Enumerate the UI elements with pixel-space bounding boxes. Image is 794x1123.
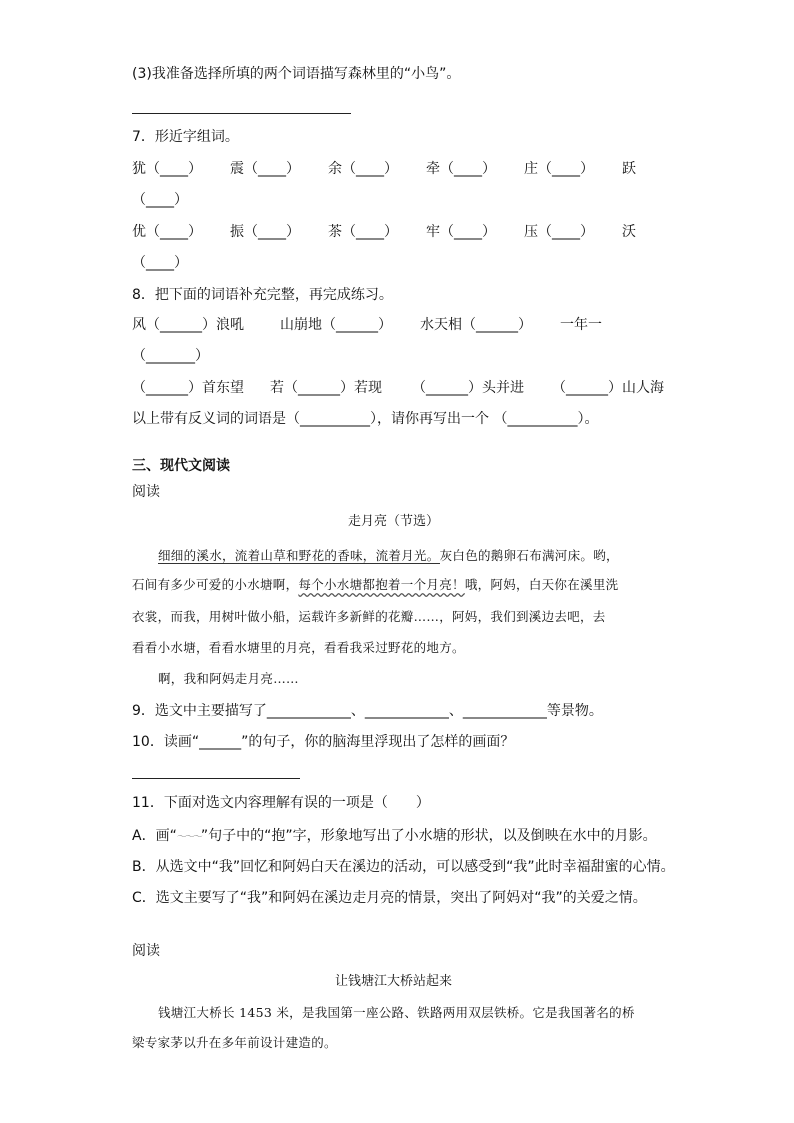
q7-item[interactable]: 震（____） — [230, 161, 300, 177]
q8-item[interactable]: 若（______）若现 — [270, 380, 382, 396]
passage1-line3: 衣裳，而我，用树叶做小船，运载许多新鲜的花瓣……，阿妈，我们到溪边去吧，去 — [132, 609, 606, 624]
q8-item[interactable]: 山崩地（______） — [280, 317, 392, 333]
q6-answer-line[interactable] — [132, 113, 351, 114]
q8-item[interactable]: （______）首东望 — [132, 380, 244, 396]
q8-item[interactable]: 水天相（______） — [420, 317, 532, 333]
q7-item[interactable]: 庄（____） — [524, 161, 594, 177]
q9-text[interactable]: 9．选文中主要描写了____________、____________、____________等景物。 — [132, 703, 603, 719]
q7-item[interactable]: 犹（____） — [132, 161, 202, 177]
section-heading: 三、现代文阅读 — [132, 458, 230, 474]
passage1-line2-a: 石间有多少可爱的小水塘啊， — [132, 577, 299, 592]
q11-option-a[interactable] — [132, 826, 657, 848]
q8-row2 — [132, 378, 672, 398]
q7-row1-wrap[interactable]: （____） — [132, 192, 188, 208]
q11-option-c[interactable]: C．选文主要写了“我”和阿妈在溪边走月亮的情景，突出了阿妈对“我”的关爱之情。 — [132, 890, 647, 906]
passage2-line2: 梁专家茅以升在多年前设计建造的。 — [132, 1035, 337, 1050]
q8-item: 一年一 — [560, 317, 602, 333]
option-a-prefix: A．画“ — [132, 828, 177, 844]
passage2-line1: 钱塘江大桥长 1453 米，是我国第一座公路、铁路两用双层铁桥。它是我国著名的桥 — [158, 1005, 635, 1020]
q8-item[interactable]: 风（______）浪吼 — [132, 317, 244, 333]
passage1-line2-b: 哦，阿妈，白天你在溪里洗 — [464, 577, 619, 592]
q7-item[interactable]: 优（____） — [132, 224, 202, 240]
passage1-title: 走月亮（节选） — [348, 514, 440, 529]
q7-row2 — [132, 222, 672, 242]
passage1-line2 — [132, 575, 618, 595]
q8-row1 — [132, 315, 672, 335]
q8-item[interactable]: （______）头并进 — [412, 380, 524, 396]
q8-row1-wrap[interactable]: （_______） — [132, 348, 209, 364]
q7-item[interactable]: 牢（____） — [426, 224, 496, 240]
wavy-mark-icon: ～～～ — [176, 832, 201, 843]
passage1-line5: 啊，我和阿妈走月亮…… — [158, 671, 299, 686]
q7-item[interactable]: 振（____） — [230, 224, 300, 240]
underlined-sentence: 细细的溪水，流着山草和野花的香味，流着月光。 — [158, 548, 440, 563]
q7-row1 — [132, 159, 672, 179]
q10-text: 10．读画“______”的句子，你的脑海里浮现出了怎样的画面？ — [132, 734, 515, 750]
q8-title: 8．把下面的词语补充完整，再完成练习。 — [132, 287, 393, 303]
q7-title: 7．形近字组词。 — [132, 129, 239, 145]
q7-row2-wrap[interactable]: （____） — [132, 255, 188, 271]
q10-answer-line[interactable] — [132, 778, 300, 779]
q11-option-b[interactable]: B．从选文中“我”回忆和阿妈白天在溪边的活动，可以感受到“我”此时幸福甜蜜的心情。 — [132, 859, 675, 875]
q7-item[interactable]: 余（____） — [328, 161, 398, 177]
passage1-line1 — [158, 546, 619, 566]
q7-item: 沃 — [622, 224, 636, 240]
passage2-title: 让钱塘江大桥站起来 — [335, 974, 453, 989]
passage1-line1-rest: 灰白色的鹅卵石布满河床。哟， — [439, 548, 619, 563]
q7-item: 跃 — [622, 161, 636, 177]
q7-item[interactable]: 牵（____） — [426, 161, 496, 177]
q8-antonym-question[interactable]: 以上带有反义词的词语是（__________），请你再写出一个 （__________）。 — [132, 411, 599, 427]
wavy-underlined-sentence: 每个小水塘都抱着一个月亮！ — [298, 577, 465, 592]
q11-title: 11．下面对选文内容理解有误的一项是（ ） — [132, 795, 430, 811]
q6-part3-text: (3)我准备选择所填的两个词语描写森林里的“小鸟”。 — [132, 66, 461, 82]
q8-item[interactable]: （______）山人海 — [552, 380, 664, 396]
passage1-line4: 看看小水塘，看看水塘里的月亮，看看我采过野花的地方。 — [132, 640, 465, 655]
q7-item[interactable]: 压（____） — [524, 224, 594, 240]
q7-item[interactable]: 茶（____） — [328, 224, 398, 240]
read-label-2: 阅读 — [132, 943, 160, 959]
option-a-text: ”句子中的“抱”字，形象地写出了小水塘的形状，以及倒映在水中的月影。 — [200, 828, 657, 844]
read-label: 阅读 — [132, 484, 160, 500]
